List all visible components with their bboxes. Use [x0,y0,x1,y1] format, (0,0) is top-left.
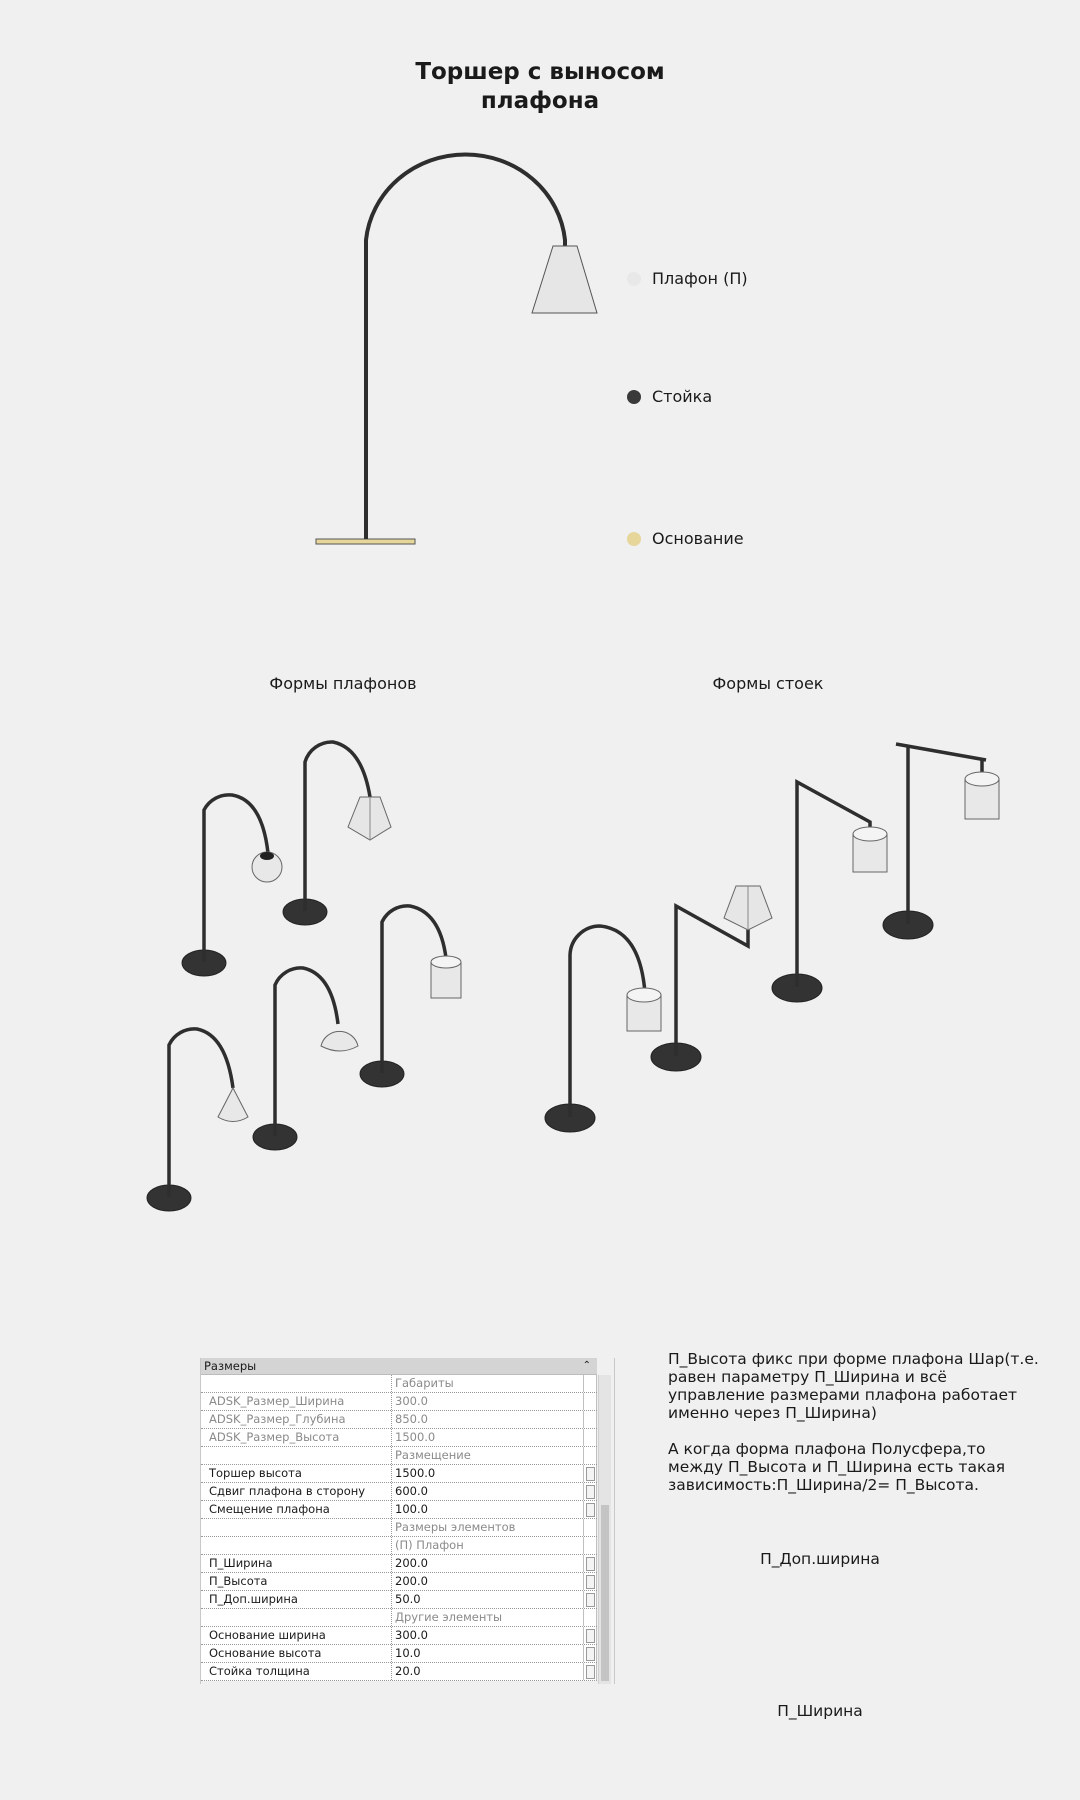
main-lamp-shade [532,246,597,313]
variant-angled-stand [772,782,887,1002]
double-chevron-up-icon[interactable]: ⌃ [582,1360,591,1371]
property-group-row [201,1447,597,1465]
property-name: Стойка толщина [201,1663,392,1680]
shade-forms-drawing [147,742,461,1211]
variant-zigzag-stand [651,886,772,1071]
variant-cylinder-lamp [360,906,461,1087]
legend-label-stand: Стойка [652,387,713,406]
property-name: Торшер высота [201,1465,392,1482]
variant-tbar-stand [883,744,999,939]
property-row[interactable] [201,1663,597,1681]
property-value-field[interactable]: 200.0 [392,1573,584,1590]
variant-hemisphere-lamp [253,968,358,1150]
parameter-link-icon [586,1467,595,1481]
property-value-field: 300.0 [392,1393,584,1410]
note-paragraph-2: А когда форма плафона Полусфера,то между П_Высота и П_Ширина есть такая зависимость:П_Ширина/2= П_Высота. [668,1440,1006,1494]
associate-parameter-button [584,1609,597,1626]
dim-label-bottom-width: П_Ширина [777,1702,863,1720]
property-name: Смещение плафона [201,1501,392,1518]
property-name [201,1447,392,1464]
parameter-link-icon [586,1647,595,1661]
variant-cone-lamp [147,1029,248,1211]
parameter-link-icon [586,1665,595,1679]
legend-label-shade: Плафон (П) [652,269,748,288]
property-group-row [201,1609,597,1627]
parameter-link-icon [586,1557,595,1571]
scrollbar-thumb[interactable] [601,1505,609,1681]
associate-parameter-button[interactable] [584,1483,597,1500]
notes-text [668,1350,1040,1512]
associate-parameter-button[interactable] [584,1501,597,1518]
property-name [201,1375,392,1392]
associate-parameter-button[interactable] [584,1465,597,1482]
property-name: Основание ширина [201,1627,392,1644]
property-row[interactable] [201,1645,597,1663]
associate-parameter-button [584,1375,597,1392]
property-value-field[interactable]: 300.0 [392,1627,584,1644]
property-group-row [201,1519,597,1537]
property-value-field: 1500.0 [392,1429,584,1446]
property-value-field: 850.0 [392,1411,584,1428]
property-group-label: Размеры элементов [392,1519,584,1536]
property-name: Сдвиг плафона в сторону [201,1483,392,1500]
property-row [201,1393,597,1411]
section-title-shades: Формы плафонов [269,674,417,693]
variant-sphere-lamp [182,795,282,976]
property-value-field[interactable]: 10.0 [392,1645,584,1662]
property-group-label: Другие элементы [392,1609,584,1626]
property-name [201,1519,392,1536]
property-name: П_Доп.ширина [201,1591,392,1608]
associate-parameter-button[interactable] [584,1663,597,1680]
legend-item-base [627,529,744,548]
property-name: Основание высота [201,1645,392,1662]
property-value-field[interactable]: 1500.0 [392,1465,584,1482]
associate-parameter-button [584,1393,597,1410]
page-title-line-2: плафона [480,88,600,114]
main-lamp-drawing [316,154,597,544]
associate-parameter-button[interactable] [584,1555,597,1572]
property-value-field[interactable]: 20.0 [392,1663,584,1680]
associate-parameter-button [584,1447,597,1464]
properties-panel [200,1358,597,1684]
parameter-link-icon [586,1575,595,1589]
variant-arc-stand [545,926,661,1132]
property-name [201,1537,392,1554]
main-lamp-stand [366,154,565,539]
property-row[interactable] [201,1465,597,1483]
dim-label-top-width: П_Доп.ширина [760,1550,880,1568]
associate-parameter-button[interactable] [584,1627,597,1644]
property-row[interactable] [201,1591,597,1609]
panel-separator [614,1358,615,1684]
parameter-link-icon [586,1485,595,1499]
property-group-row [201,1375,597,1393]
associate-parameter-button [584,1411,597,1428]
properties-group-title: Размеры [204,1359,257,1373]
property-value-field[interactable]: 200.0 [392,1555,584,1572]
associate-parameter-button [584,1429,597,1446]
section-title-stands: Формы стоек [712,674,824,693]
associate-parameter-button [584,1537,597,1554]
property-group-label: Размещение [392,1447,584,1464]
parameter-link-icon [586,1593,595,1607]
parameter-link-icon [586,1629,595,1643]
property-row[interactable] [201,1501,597,1519]
main-lamp-base [316,539,415,544]
property-group-label: Габариты [392,1375,584,1392]
associate-parameter-button[interactable] [584,1573,597,1590]
property-name: П_Ширина [201,1555,392,1572]
variant-pyramid-lamp [283,742,391,925]
property-name: ADSK_Размер_Ширина [201,1393,392,1410]
property-row[interactable] [201,1555,597,1573]
property-group-label: (П) Плафон [392,1537,584,1554]
property-row[interactable] [201,1627,597,1645]
page-title-line-1: Торшер с выносом [415,59,665,85]
property-value-field[interactable]: 50.0 [392,1591,584,1608]
property-value-field[interactable]: 600.0 [392,1483,584,1500]
parameter-link-icon [586,1503,595,1517]
property-value-field[interactable]: 100.0 [392,1501,584,1518]
associate-parameter-button[interactable] [584,1591,597,1608]
associate-parameter-button [584,1519,597,1536]
associate-parameter-button[interactable] [584,1645,597,1662]
property-row [201,1429,597,1447]
property-name: ADSK_Размер_Высота [201,1429,392,1446]
legend-swatch-shade [627,272,641,286]
property-row[interactable] [201,1483,597,1501]
legend-label-base: Основание [652,529,744,548]
properties-group-header[interactable] [201,1358,597,1375]
property-group-row [201,1537,597,1555]
property-row [201,1411,597,1429]
properties-scrollbar[interactable] [598,1375,611,1684]
properties-rows [201,1375,597,1681]
property-row[interactable] [201,1573,597,1591]
property-name: П_Высота [201,1573,392,1590]
property-name [201,1609,392,1626]
note-paragraph-1: П_Высота фикс при форме плафона Шар(т.е. равен параметру П_Ширина и всё управление размерами плафона работает именно через П_Ширина) [668,1350,1039,1422]
property-name: ADSK_Размер_Глубина [201,1411,392,1428]
legend-item-stand [627,387,712,406]
legend-item-shade [627,269,748,288]
stand-forms-drawing [545,744,999,1132]
legend-swatch-base [627,532,641,546]
legend-swatch-stand [627,390,641,404]
